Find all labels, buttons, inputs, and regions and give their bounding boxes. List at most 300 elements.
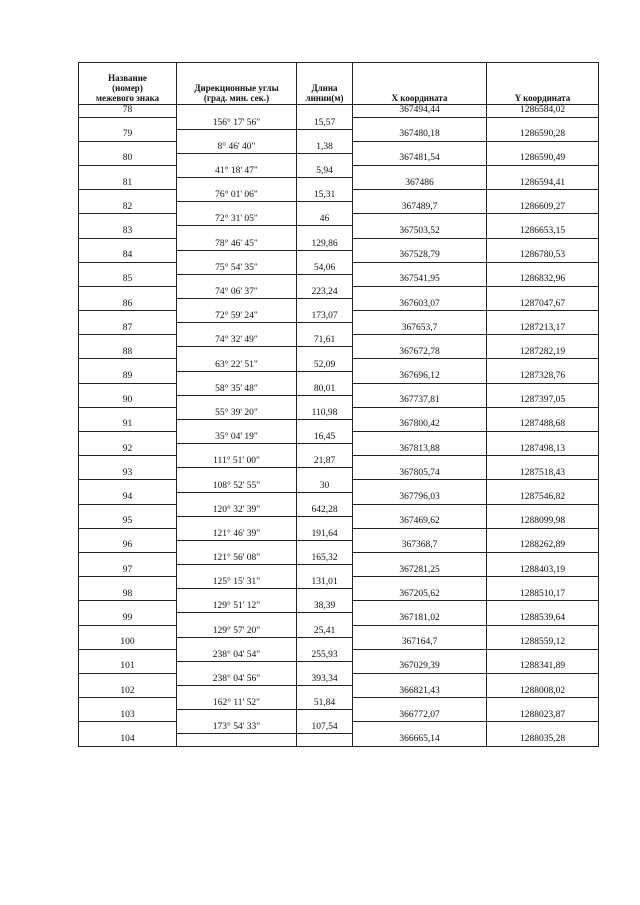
- x-coordinate: 367541,95: [353, 274, 487, 286]
- x-cell-empty: [353, 141, 487, 153]
- name-cell-empty: [79, 673, 177, 685]
- direction-angle: 111° 51' 00": [177, 456, 297, 468]
- header-angle: Дирекционные углы (град. мин. сек.): [177, 63, 297, 105]
- table-row-segment: [79, 456, 599, 468]
- angle-cell-empty: [177, 371, 297, 383]
- point-name: 99: [79, 613, 177, 625]
- table-row-point: [79, 686, 599, 698]
- name-cell-empty: [79, 383, 177, 395]
- name-cell-empty: [79, 165, 177, 177]
- line-length: 54,06: [297, 262, 353, 274]
- point-name: 79: [79, 129, 177, 141]
- x-coordinate: 367737,81: [353, 395, 487, 407]
- y-cell-empty: [487, 165, 599, 177]
- angle-cell-empty: [177, 565, 297, 577]
- y-coordinate: 1286653,15: [487, 226, 599, 238]
- table-row-point: [79, 178, 599, 190]
- table-row-segment: [79, 262, 599, 274]
- table-row-point: [79, 299, 599, 311]
- angle-cell-empty: [177, 226, 297, 238]
- y-coordinate: 1288403,19: [487, 565, 599, 577]
- x-cell-empty: [353, 383, 487, 395]
- table-row-point: [79, 637, 599, 649]
- table-row-point: [79, 516, 599, 528]
- header-y: Y координата: [487, 63, 599, 105]
- line-length: 52,09: [297, 359, 353, 371]
- x-cell-empty: [353, 286, 487, 298]
- y-coordinate: 1288539,64: [487, 613, 599, 625]
- name-cell-empty: [79, 577, 177, 589]
- table-row-point: [79, 323, 599, 335]
- x-coordinate: 367503,52: [353, 226, 487, 238]
- table-row-point: [79, 105, 599, 118]
- name-cell-empty: [79, 480, 177, 492]
- table-row-segment: [79, 552, 599, 564]
- y-cell-empty: [487, 722, 599, 734]
- point-name: 80: [79, 153, 177, 165]
- y-cell-empty: [487, 238, 599, 250]
- line-length: 642,28: [297, 504, 353, 516]
- table-row-point: [79, 250, 599, 262]
- x-coordinate: 367480,18: [353, 129, 487, 141]
- length-cell-empty: [297, 419, 353, 431]
- table-row-segment: [79, 601, 599, 613]
- name-cell-empty: [79, 432, 177, 444]
- boundary-coordinates-table: [78, 62, 599, 747]
- length-cell-empty: [297, 565, 353, 577]
- point-name: 97: [79, 565, 177, 577]
- table-row-segment: [79, 117, 599, 129]
- table-row-segment: [79, 383, 599, 395]
- y-cell-empty: [487, 552, 599, 564]
- line-length: 223,24: [297, 286, 353, 298]
- length-cell-empty: [297, 202, 353, 214]
- table-row-point: [79, 661, 599, 673]
- y-coordinate: 1288099,98: [487, 516, 599, 528]
- y-coordinate: 1288023,87: [487, 710, 599, 722]
- x-cell-empty: [353, 238, 487, 250]
- angle-cell-empty: [177, 492, 297, 504]
- table-row-segment: [79, 286, 599, 298]
- line-length: 25,41: [297, 625, 353, 637]
- length-cell-empty: [297, 153, 353, 165]
- y-cell-empty: [487, 117, 599, 129]
- length-cell-empty: [297, 299, 353, 311]
- header-length: Длина линии(м): [297, 63, 353, 105]
- table-row-segment: [79, 407, 599, 419]
- table-row-segment: [79, 359, 599, 371]
- x-cell-empty: [353, 480, 487, 492]
- y-cell-empty: [487, 432, 599, 444]
- length-cell-empty: [297, 540, 353, 552]
- x-coordinate: 367281,25: [353, 565, 487, 577]
- line-length: 51,84: [297, 698, 353, 710]
- point-name: 84: [79, 250, 177, 262]
- point-name: 90: [79, 395, 177, 407]
- name-cell-empty: [79, 504, 177, 516]
- x-coordinate: 367164,7: [353, 637, 487, 649]
- direction-angle: 238° 04' 54": [177, 649, 297, 661]
- direction-angle: 108° 52' 55": [177, 480, 297, 492]
- x-cell-empty: [353, 673, 487, 685]
- y-cell-empty: [487, 262, 599, 274]
- name-cell-empty: [79, 286, 177, 298]
- table-row-point: [79, 565, 599, 577]
- point-name: 91: [79, 419, 177, 431]
- name-cell-empty: [79, 117, 177, 129]
- name-cell-empty: [79, 722, 177, 734]
- header-x: X координата: [353, 63, 487, 105]
- x-coordinate: 366665,14: [353, 734, 487, 747]
- point-name: 92: [79, 444, 177, 456]
- x-coordinate: 367205,62: [353, 589, 487, 601]
- x-cell-empty: [353, 649, 487, 661]
- x-cell-empty: [353, 528, 487, 540]
- y-coordinate: 1288341,89: [487, 661, 599, 673]
- point-name: 94: [79, 492, 177, 504]
- direction-angle: 129° 57' 20": [177, 625, 297, 637]
- x-coordinate: 367796,03: [353, 492, 487, 504]
- y-coordinate: 1286590,28: [487, 129, 599, 141]
- direction-angle: 58° 35' 48": [177, 383, 297, 395]
- y-cell-empty: [487, 311, 599, 323]
- line-length: 80,01: [297, 383, 353, 395]
- angle-cell-empty: [177, 347, 297, 359]
- angle-cell-empty: [177, 178, 297, 190]
- table-row-point: [79, 734, 599, 747]
- direction-angle: 75° 54' 35": [177, 262, 297, 274]
- angle-cell-empty: [177, 395, 297, 407]
- table-row-segment: [79, 311, 599, 323]
- y-coordinate: 1287282,19: [487, 347, 599, 359]
- table-row-point: [79, 419, 599, 431]
- x-cell-empty: [353, 577, 487, 589]
- direction-angle: 76° 01' 06": [177, 190, 297, 202]
- y-coordinate: 1288008,02: [487, 686, 599, 698]
- direction-angle: 8° 46' 40": [177, 141, 297, 153]
- y-cell-empty: [487, 698, 599, 710]
- y-coordinate: 1287213,17: [487, 323, 599, 335]
- angle-cell-empty: [177, 419, 297, 431]
- y-coordinate: 1288262,89: [487, 540, 599, 552]
- y-coordinate: 1288559,12: [487, 637, 599, 649]
- line-length: 30: [297, 480, 353, 492]
- table-row-segment: [79, 528, 599, 540]
- line-length: 255,93: [297, 649, 353, 661]
- y-coordinate: 1286780,53: [487, 250, 599, 262]
- y-cell-empty: [487, 359, 599, 371]
- point-name: 86: [79, 299, 177, 311]
- angle-cell-empty: [177, 468, 297, 480]
- y-cell-empty: [487, 673, 599, 685]
- name-cell-empty: [79, 262, 177, 274]
- length-cell-empty: [297, 274, 353, 286]
- name-cell-empty: [79, 190, 177, 202]
- name-cell-empty: [79, 698, 177, 710]
- angle-cell-empty: [177, 637, 297, 649]
- angle-cell-empty: [177, 613, 297, 625]
- table-row-segment: [79, 335, 599, 347]
- point-name: 78: [79, 105, 177, 118]
- x-coordinate: 367029,39: [353, 661, 487, 673]
- table-row-segment: [79, 214, 599, 226]
- angle-cell-empty: [177, 274, 297, 286]
- y-coordinate: 1287518,43: [487, 468, 599, 480]
- table-row-point: [79, 468, 599, 480]
- table-body: [79, 105, 599, 747]
- table-row-point: [79, 492, 599, 504]
- x-coordinate: 367696,12: [353, 371, 487, 383]
- point-name: 88: [79, 347, 177, 359]
- length-cell-empty: [297, 468, 353, 480]
- name-cell-empty: [79, 552, 177, 564]
- point-name: 81: [79, 178, 177, 190]
- line-length: 107,54: [297, 722, 353, 734]
- y-coordinate: 1286609,27: [487, 202, 599, 214]
- x-cell-empty: [353, 625, 487, 637]
- length-cell-empty: [297, 734, 353, 747]
- x-cell-empty: [353, 359, 487, 371]
- point-name: 102: [79, 686, 177, 698]
- angle-cell-empty: [177, 323, 297, 335]
- y-cell-empty: [487, 383, 599, 395]
- name-cell-empty: [79, 456, 177, 468]
- y-coordinate: 1288510,17: [487, 589, 599, 601]
- point-name: 85: [79, 274, 177, 286]
- x-cell-empty: [353, 504, 487, 516]
- x-coordinate: 367800,42: [353, 419, 487, 431]
- direction-angle: 78° 46' 45": [177, 238, 297, 250]
- x-cell-empty: [353, 407, 487, 419]
- line-length: 21,87: [297, 456, 353, 468]
- table-row-point: [79, 129, 599, 141]
- point-name: 82: [79, 202, 177, 214]
- table-row-segment: [79, 577, 599, 589]
- table-row-point: [79, 347, 599, 359]
- table-row-point: [79, 540, 599, 552]
- length-cell-empty: [297, 516, 353, 528]
- angle-cell-empty: [177, 129, 297, 141]
- line-length: 393,34: [297, 673, 353, 685]
- angle-cell-empty: [177, 250, 297, 262]
- length-cell-empty: [297, 710, 353, 722]
- x-cell-empty: [353, 165, 487, 177]
- table-row-point: [79, 444, 599, 456]
- length-cell-empty: [297, 250, 353, 262]
- x-coordinate: 367469,62: [353, 516, 487, 528]
- x-cell-empty: [353, 456, 487, 468]
- table-row-point: [79, 613, 599, 625]
- length-cell-empty: [297, 613, 353, 625]
- y-coordinate: 1287488,68: [487, 419, 599, 431]
- direction-angle: 173° 54' 33": [177, 722, 297, 734]
- line-length: 16,45: [297, 432, 353, 444]
- length-cell-empty: [297, 178, 353, 190]
- x-coordinate: 366772,07: [353, 710, 487, 722]
- table-row-segment: [79, 238, 599, 250]
- line-length: 131,01: [297, 577, 353, 589]
- name-cell-empty: [79, 359, 177, 371]
- y-coordinate: 1286832,96: [487, 274, 599, 286]
- line-length: 1,38: [297, 141, 353, 153]
- name-cell-empty: [79, 335, 177, 347]
- table-row-point: [79, 226, 599, 238]
- line-length: 15,31: [297, 190, 353, 202]
- y-coordinate: 1286594,41: [487, 178, 599, 190]
- x-cell-empty: [353, 601, 487, 613]
- angle-cell-empty: [177, 589, 297, 601]
- y-coordinate: 1286590,49: [487, 153, 599, 165]
- length-cell-empty: [297, 589, 353, 601]
- length-cell-empty: [297, 444, 353, 456]
- angle-cell-empty: [177, 710, 297, 722]
- table-row-segment: [79, 722, 599, 734]
- table-row-segment: [79, 673, 599, 685]
- point-name: 96: [79, 540, 177, 552]
- point-name: 93: [79, 468, 177, 480]
- name-cell-empty: [79, 141, 177, 153]
- x-coordinate: 367653,7: [353, 323, 487, 335]
- x-cell-empty: [353, 552, 487, 564]
- y-coordinate: 1286584,02: [487, 105, 599, 118]
- angle-cell-empty: [177, 153, 297, 165]
- table-row-segment: [79, 480, 599, 492]
- x-cell-empty: [353, 214, 487, 226]
- y-cell-empty: [487, 286, 599, 298]
- table-row-point: [79, 371, 599, 383]
- name-cell-empty: [79, 601, 177, 613]
- y-cell-empty: [487, 335, 599, 347]
- table-row-point: [79, 153, 599, 165]
- line-length: 129,86: [297, 238, 353, 250]
- y-cell-empty: [487, 407, 599, 419]
- x-coordinate: 367489,7: [353, 202, 487, 214]
- length-cell-empty: [297, 395, 353, 407]
- direction-angle: 238° 04' 56": [177, 673, 297, 685]
- x-coordinate: 366821,43: [353, 686, 487, 698]
- point-name: 98: [79, 589, 177, 601]
- table-row-segment: [79, 165, 599, 177]
- length-cell-empty: [297, 371, 353, 383]
- direction-angle: 63° 22' 51": [177, 359, 297, 371]
- angle-cell-empty: [177, 105, 297, 118]
- y-cell-empty: [487, 601, 599, 613]
- point-name: 83: [79, 226, 177, 238]
- y-coordinate: 1287397,05: [487, 395, 599, 407]
- angle-cell-empty: [177, 202, 297, 214]
- direction-angle: 156° 17' 56": [177, 117, 297, 129]
- y-coordinate: 1287047,67: [487, 299, 599, 311]
- line-length: 5,94: [297, 165, 353, 177]
- y-cell-empty: [487, 141, 599, 153]
- name-cell-empty: [79, 407, 177, 419]
- table-row-point: [79, 274, 599, 286]
- y-cell-empty: [487, 649, 599, 661]
- y-cell-empty: [487, 528, 599, 540]
- line-length: 165,32: [297, 552, 353, 564]
- table-row-segment: [79, 625, 599, 637]
- name-cell-empty: [79, 625, 177, 637]
- line-length: 110,98: [297, 407, 353, 419]
- length-cell-empty: [297, 347, 353, 359]
- direction-angle: 72° 59' 24": [177, 311, 297, 323]
- y-cell-empty: [487, 190, 599, 202]
- x-coordinate: 367813,88: [353, 444, 487, 456]
- direction-angle: 125° 15' 31": [177, 577, 297, 589]
- name-cell-empty: [79, 311, 177, 323]
- length-cell-empty: [297, 661, 353, 673]
- name-cell-empty: [79, 238, 177, 250]
- length-cell-empty: [297, 105, 353, 118]
- line-length: 38,39: [297, 601, 353, 613]
- table-row-segment: [79, 504, 599, 516]
- x-coordinate: 367494,44: [353, 105, 487, 118]
- length-cell-empty: [297, 686, 353, 698]
- y-coordinate: 1287498,13: [487, 444, 599, 456]
- x-cell-empty: [353, 117, 487, 129]
- y-cell-empty: [487, 625, 599, 637]
- point-name: 100: [79, 637, 177, 649]
- name-cell-empty: [79, 214, 177, 226]
- line-length: 191,64: [297, 528, 353, 540]
- line-length: 71,61: [297, 335, 353, 347]
- direction-angle: 121° 56' 08": [177, 552, 297, 564]
- direction-angle: 41° 18' 47": [177, 165, 297, 177]
- line-length: 173,07: [297, 311, 353, 323]
- y-coordinate: 1288035,28: [487, 734, 599, 747]
- name-cell-empty: [79, 528, 177, 540]
- x-cell-empty: [353, 262, 487, 274]
- direction-angle: 72° 31' 05": [177, 214, 297, 226]
- x-coordinate: 367805,74: [353, 468, 487, 480]
- table-row-point: [79, 710, 599, 722]
- y-cell-empty: [487, 504, 599, 516]
- point-name: 89: [79, 371, 177, 383]
- length-cell-empty: [297, 129, 353, 141]
- angle-cell-empty: [177, 516, 297, 528]
- point-name: 95: [79, 516, 177, 528]
- x-cell-empty: [353, 190, 487, 202]
- y-coordinate: 1287328,76: [487, 371, 599, 383]
- direction-angle: 121° 46' 39": [177, 528, 297, 540]
- point-name: 101: [79, 661, 177, 673]
- x-cell-empty: [353, 335, 487, 347]
- y-cell-empty: [487, 214, 599, 226]
- name-cell-empty: [79, 649, 177, 661]
- header-name: Название (номер) межевого знака: [79, 63, 177, 105]
- angle-cell-empty: [177, 444, 297, 456]
- table-row-segment: [79, 432, 599, 444]
- direction-angle: 120° 32' 39": [177, 504, 297, 516]
- y-cell-empty: [487, 577, 599, 589]
- length-cell-empty: [297, 492, 353, 504]
- x-cell-empty: [353, 722, 487, 734]
- x-coordinate: 367368,7: [353, 540, 487, 552]
- x-coordinate: 367672,78: [353, 347, 487, 359]
- length-cell-empty: [297, 226, 353, 238]
- point-name: 104: [79, 734, 177, 747]
- y-cell-empty: [487, 456, 599, 468]
- x-coordinate: 367481,54: [353, 153, 487, 165]
- angle-cell-empty: [177, 734, 297, 747]
- direction-angle: 74° 32' 49": [177, 335, 297, 347]
- x-coordinate: 367181,02: [353, 613, 487, 625]
- y-coordinate: 1287546,82: [487, 492, 599, 504]
- x-cell-empty: [353, 698, 487, 710]
- direction-angle: 55° 39' 20": [177, 407, 297, 419]
- y-cell-empty: [487, 480, 599, 492]
- line-length: 15,57: [297, 117, 353, 129]
